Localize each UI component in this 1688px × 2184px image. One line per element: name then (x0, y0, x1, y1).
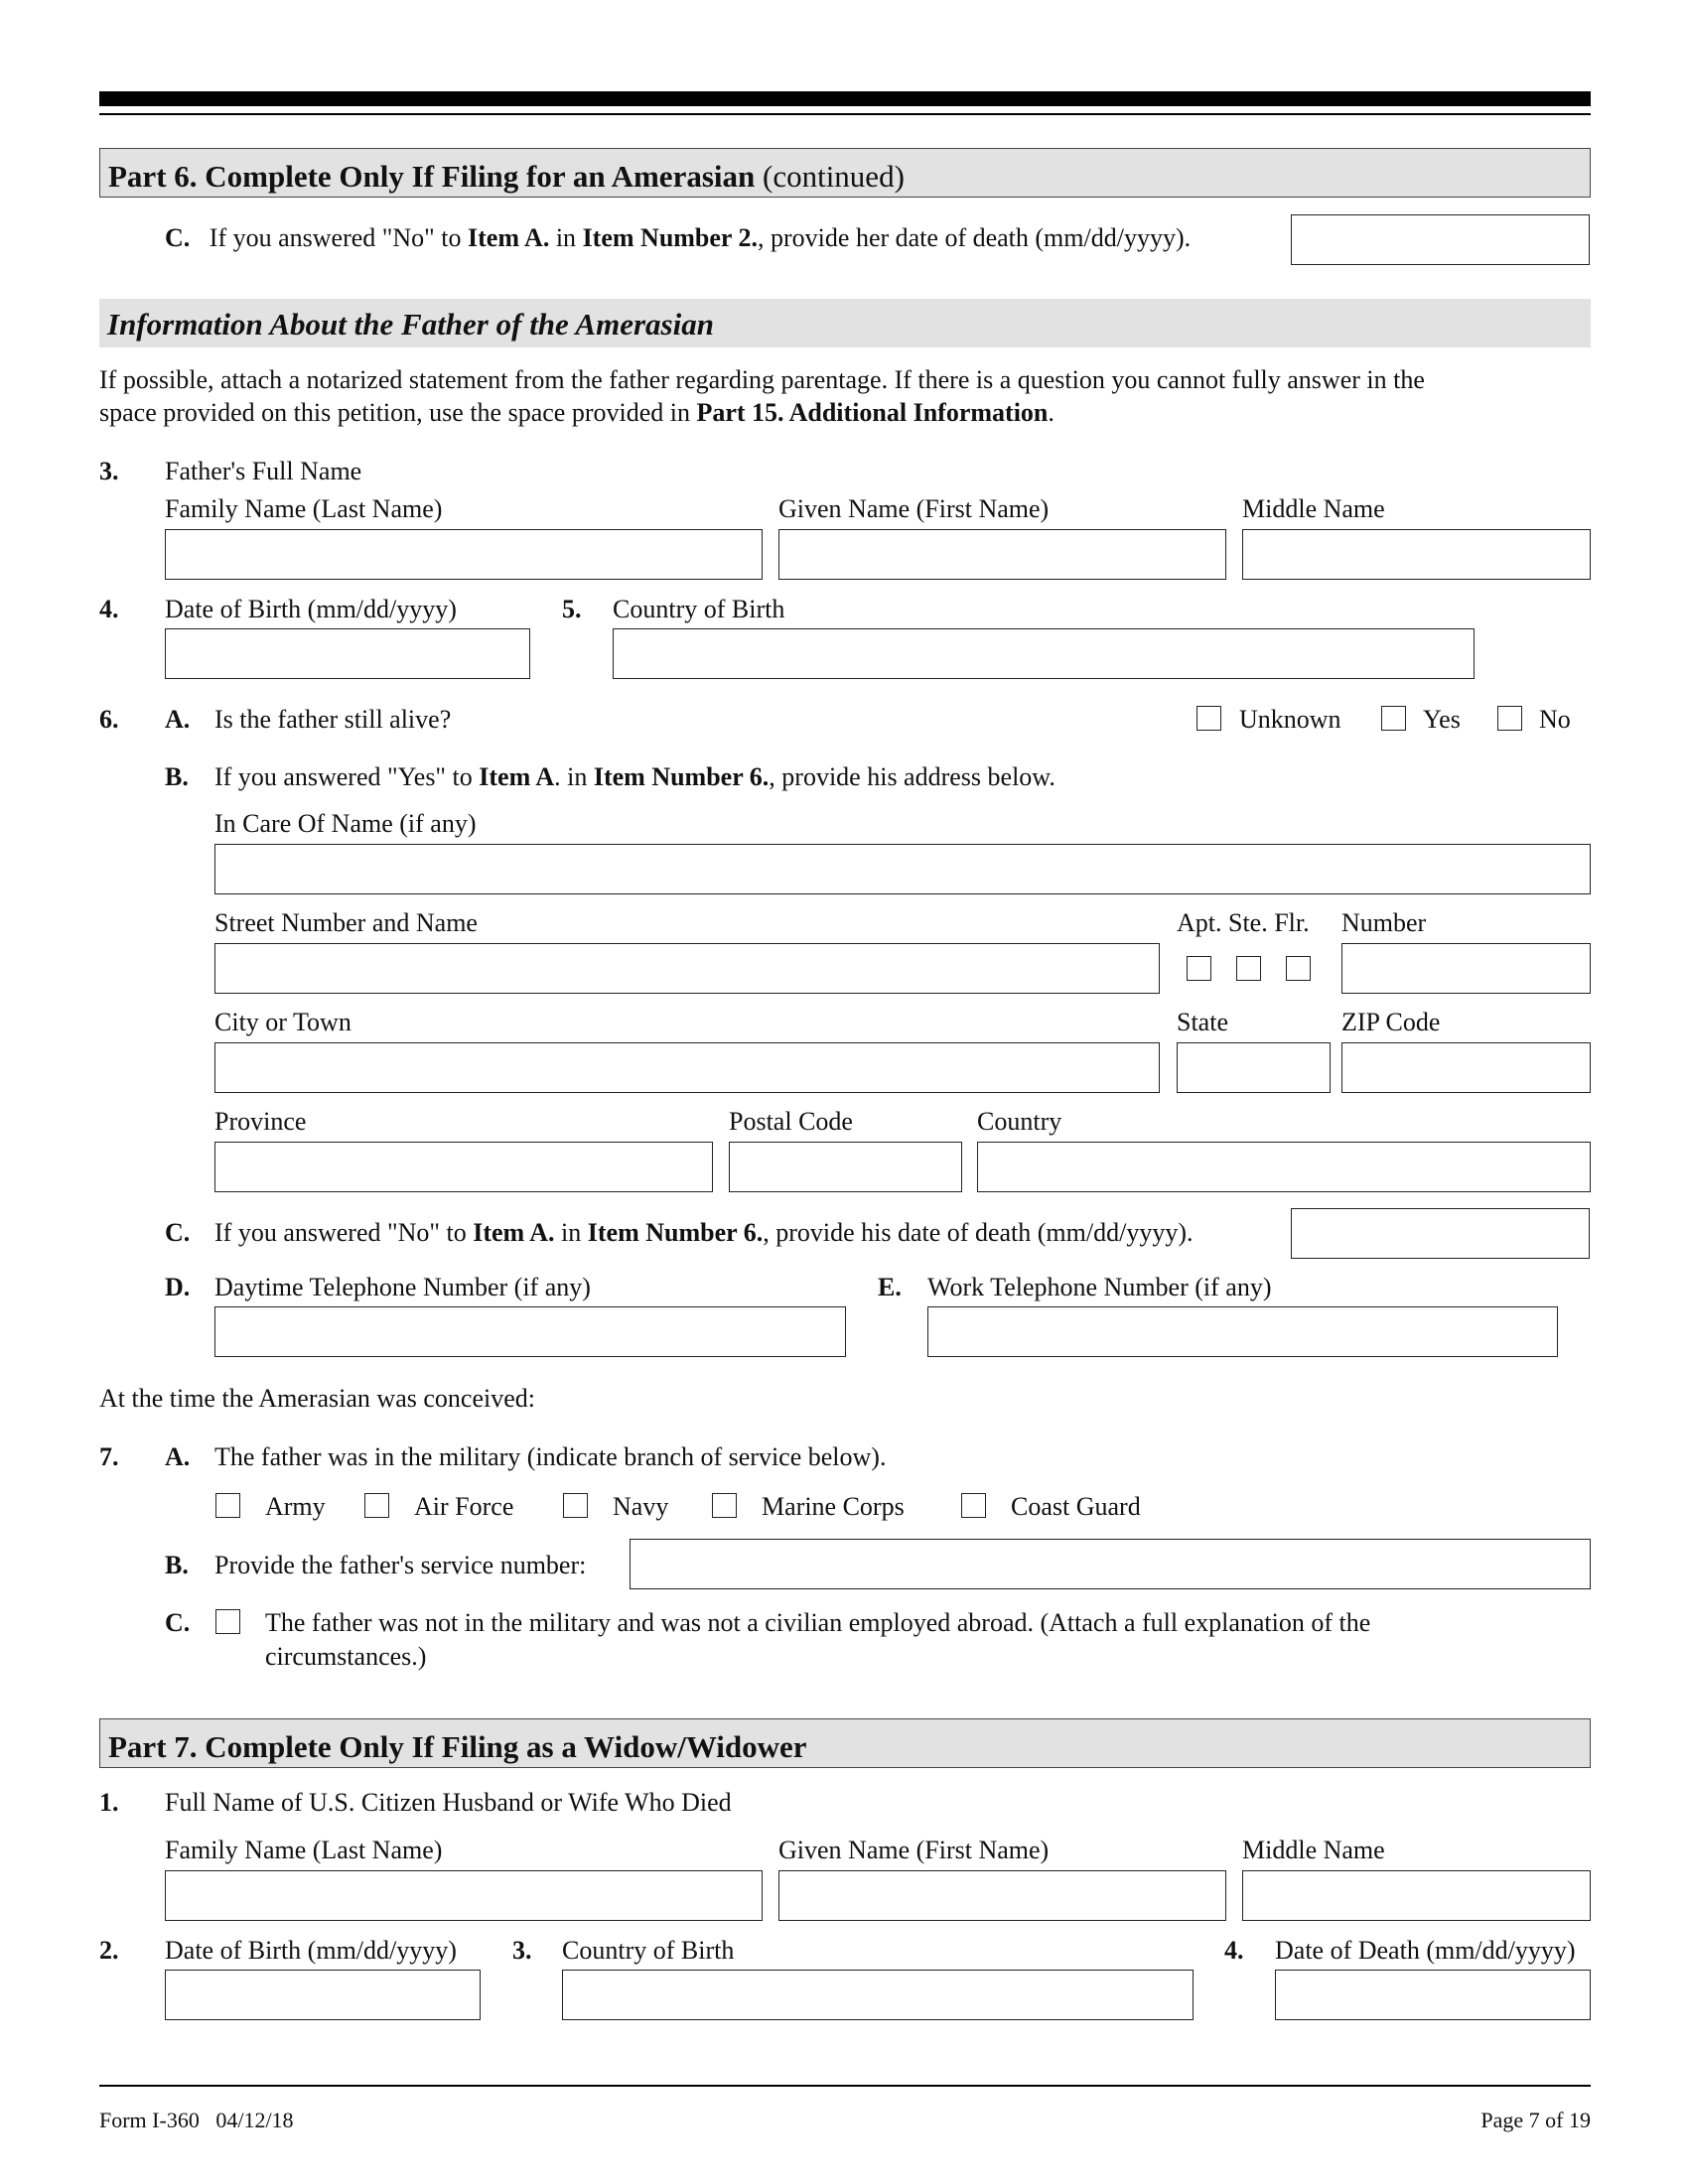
state-select[interactable] (1177, 1042, 1331, 1093)
item7b-letter: B. (165, 1551, 189, 1579)
street-label: Street Number and Name (214, 908, 478, 937)
father-intro-line2: space provided on this petition, use the space provided in Part 15. Additional Information. (99, 398, 1055, 427)
navy-label: Navy (613, 1492, 669, 1521)
street-input[interactable] (214, 943, 1160, 994)
father-family-name-label: Family Name (Last Name) (165, 494, 443, 523)
p7-item2-number: 2. (99, 1936, 119, 1965)
father-alive-unknown-checkbox[interactable] (1196, 706, 1221, 731)
daytime-phone-label: Daytime Telephone Number (if any) (214, 1273, 591, 1301)
coast-guard-checkbox[interactable] (961, 1493, 986, 1518)
spouse-date-of-death-label: Date of Death (mm/dd/yyyy) (1275, 1936, 1576, 1965)
daytime-phone-input[interactable] (214, 1306, 846, 1357)
not-military-checkbox[interactable] (215, 1609, 240, 1634)
part6-header (99, 148, 1591, 198)
p7-item4-number: 4. (1224, 1936, 1244, 1965)
navy-checkbox[interactable] (563, 1493, 588, 1518)
service-number-input[interactable] (630, 1539, 1591, 1589)
part6-continued: (continued) (763, 159, 905, 194)
father-given-name-input[interactable] (778, 529, 1226, 580)
top-thick-rule (99, 91, 1591, 106)
care-of-name-input[interactable] (214, 844, 1591, 894)
father-dob-label: Date of Birth (mm/dd/yyyy) (165, 595, 457, 623)
father-given-name-label: Given Name (First Name) (778, 494, 1050, 523)
postal-code-input[interactable] (729, 1142, 962, 1192)
spouse-middle-name-input[interactable] (1242, 1870, 1591, 1921)
item3-number: 3. (99, 457, 119, 485)
item4-number: 4. (99, 595, 119, 623)
apt-checkbox[interactable] (1187, 956, 1211, 981)
father-section-header (99, 299, 1591, 347)
footer-rule (99, 2085, 1591, 2087)
ste-checkbox[interactable] (1236, 956, 1261, 981)
service-number-label: Provide the father's service number: (214, 1551, 587, 1579)
father-alive-unknown-label: Unknown (1239, 705, 1341, 734)
spouse-dob-input[interactable] (165, 1970, 481, 2020)
item7c-letter: C. (165, 1608, 191, 1637)
father-alive-yes-label: Yes (1423, 705, 1461, 734)
item6-number: 6. (99, 705, 119, 734)
item3-label: Father's Full Name (165, 457, 362, 485)
airforce-label: Air Force (414, 1492, 514, 1521)
p7-item1-label: Full Name of U.S. Citizen Husband or Wife Who Died (165, 1788, 732, 1817)
father-family-name-input[interactable] (165, 529, 763, 580)
part7-header (99, 1718, 1591, 1768)
father-alive-question: Is the father still alive? (214, 705, 452, 734)
item6d-letter: D. (165, 1273, 191, 1301)
item6c-letter: C. (165, 1218, 191, 1247)
item6c-text: If you answered "No" to Item A. in Item Number 6., provide his date of death (mm/dd/yyyy). (214, 1218, 1194, 1247)
apt-ste-flr-label: Apt. Ste. Flr. (1177, 908, 1310, 937)
part7-title: Part 7. Complete Only If Filing as a Widow/Widower (108, 1729, 807, 1764)
father-alive-no-label: No (1539, 705, 1571, 734)
item6a-letter: A. (165, 705, 191, 734)
spouse-given-name-input[interactable] (778, 1870, 1226, 1921)
top-thin-rule (99, 113, 1591, 115)
province-label: Province (214, 1107, 307, 1136)
p7-item3-number: 3. (512, 1936, 532, 1965)
zip-input[interactable] (1341, 1042, 1591, 1093)
country-label: Country (977, 1107, 1062, 1136)
father-dob-input[interactable] (165, 628, 530, 679)
unit-number-input[interactable] (1341, 943, 1591, 994)
unit-number-label: Number (1341, 908, 1427, 937)
not-military-line2: circumstances.) (265, 1642, 427, 1671)
zip-label: ZIP Code (1341, 1008, 1441, 1036)
state-label: State (1177, 1008, 1228, 1036)
marine-corps-checkbox[interactable] (712, 1493, 737, 1518)
father-middle-name-input[interactable] (1242, 529, 1591, 580)
father-date-of-death-input[interactable] (1291, 1208, 1590, 1259)
province-input[interactable] (214, 1142, 713, 1192)
conceived-label: At the time the Amerasian was conceived: (99, 1384, 535, 1413)
spouse-family-name-input[interactable] (165, 1870, 763, 1921)
spouse-country-of-birth-input[interactable] (562, 1970, 1194, 2020)
father-country-of-birth-label: Country of Birth (613, 595, 785, 623)
father-intro-line1: If possible, attach a notarized statement from the father regarding parentage. If there is a question you cannot fully answer in the (99, 365, 1425, 394)
father-alive-yes-checkbox[interactable] (1381, 706, 1406, 731)
spouse-family-name-label: Family Name (Last Name) (165, 1836, 443, 1864)
p7-item1-number: 1. (99, 1788, 119, 1817)
work-phone-input[interactable] (927, 1306, 1558, 1357)
father-country-of-birth-input[interactable] (613, 628, 1475, 679)
airforce-checkbox[interactable] (364, 1493, 389, 1518)
item7-number: 7. (99, 1442, 119, 1471)
military-question: The father was in the military (indicate branch of service below). (214, 1442, 887, 1471)
city-input[interactable] (214, 1042, 1160, 1093)
item6b-letter: B. (165, 762, 189, 791)
care-of-name-label: In Care Of Name (if any) (214, 809, 477, 838)
item6e-letter: E. (878, 1273, 902, 1301)
father-alive-no-checkbox[interactable] (1497, 706, 1522, 731)
item5-number: 5. (562, 595, 582, 623)
father-middle-name-label: Middle Name (1242, 494, 1385, 523)
marine-corps-label: Marine Corps (762, 1492, 905, 1521)
mother-date-of-death-input[interactable] (1291, 214, 1590, 265)
work-phone-label: Work Telephone Number (if any) (927, 1273, 1272, 1301)
footer-page-number: Page 7 of 19 (1480, 2108, 1591, 2132)
spouse-dob-label: Date of Birth (mm/dd/yyyy) (165, 1936, 457, 1965)
flr-checkbox[interactable] (1286, 956, 1311, 981)
coast-guard-label: Coast Guard (1011, 1492, 1141, 1521)
army-checkbox[interactable] (215, 1493, 240, 1518)
part6-title: Part 6. Complete Only If Filing for an Amerasian (108, 159, 756, 194)
footer-form-id: Form I-360 04/12/18 (99, 2108, 294, 2132)
not-military-line1: The father was not in the military and was not a civilian employed abroad. (Attach a full explanation of the (265, 1608, 1371, 1637)
postal-code-label: Postal Code (729, 1107, 853, 1136)
item6b-text: If you answered "Yes" to Item A. in Item Number 6., provide his address below. (214, 762, 1055, 791)
item2c-text: C. If you answered "No" to Item A. in Item Number 2., provide her date of death (mm/dd/yyyy). (165, 223, 1192, 252)
item7a-letter: A. (165, 1442, 191, 1471)
spouse-given-name-label: Given Name (First Name) (778, 1836, 1050, 1864)
country-input[interactable] (977, 1142, 1591, 1192)
city-label: City or Town (214, 1008, 352, 1036)
spouse-date-of-death-input[interactable] (1275, 1970, 1591, 2020)
father-section-title: Information About the Father of the Amerasian (107, 307, 714, 341)
spouse-country-of-birth-label: Country of Birth (562, 1936, 735, 1965)
spouse-middle-name-label: Middle Name (1242, 1836, 1385, 1864)
army-label: Army (265, 1492, 326, 1521)
